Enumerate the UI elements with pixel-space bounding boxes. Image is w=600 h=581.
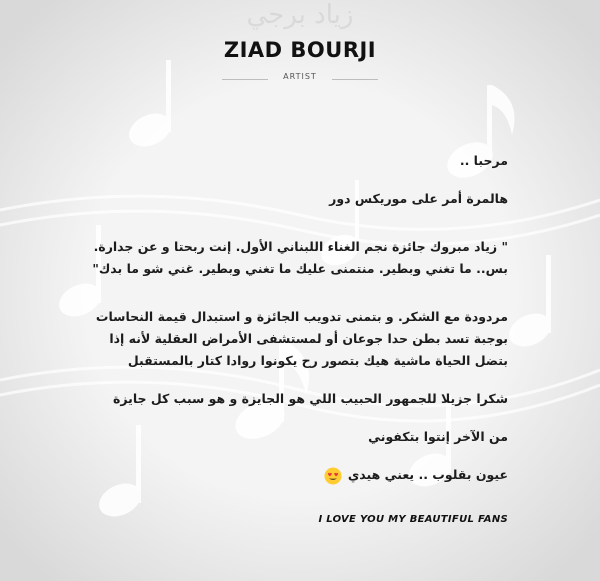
- message-line: من الآخر إنتوا بتكفوني: [368, 429, 508, 444]
- message-line: مردودة مع الشكر. و بتمنى تدويب الجائزة و استبدال قيمة النحاسات بوجبة تسد بطن حدا جوعان أو لمستشفى الأمراض العقلية لأنه إذا بتضل الحياة ماشية هيك بتصور رح يكونوا روادا كتار بالمستقبل: [95, 309, 508, 368]
- artist-role: ARTIST: [283, 72, 317, 81]
- message-line: شكرا جزيلا للجمهور الحبيب اللي هو الجايزة و هو سبب كل جايزة: [113, 391, 508, 406]
- signature-logo: زياد برجي: [246, 0, 354, 30]
- message-line: عيون بقلوب .. يعني هيدي: [347, 467, 508, 482]
- message-body: [88, 150, 508, 486]
- message-line: " زياد مبروك جائزة نجم الغناء اللبناني الأول. إنت ربحتا و عن جدارة. بس.. ما تغني وبطير. منتمنى عليك ما تغني وبطير. غني شو ما بدك": [92, 239, 508, 276]
- signoff-text: I LOVE YOU MY BEAUTIFUL FANS: [318, 514, 508, 525]
- message-line: مرحبا ..: [459, 153, 508, 168]
- message-line-with-emoji: [88, 464, 508, 486]
- artist-name: ZIAD BOURJI: [223, 38, 377, 62]
- role-divider-right: [332, 79, 378, 80]
- message-line: هالمرة أمر على موريكس دور: [329, 191, 508, 206]
- heart-eyes-emoji-icon: [324, 467, 342, 485]
